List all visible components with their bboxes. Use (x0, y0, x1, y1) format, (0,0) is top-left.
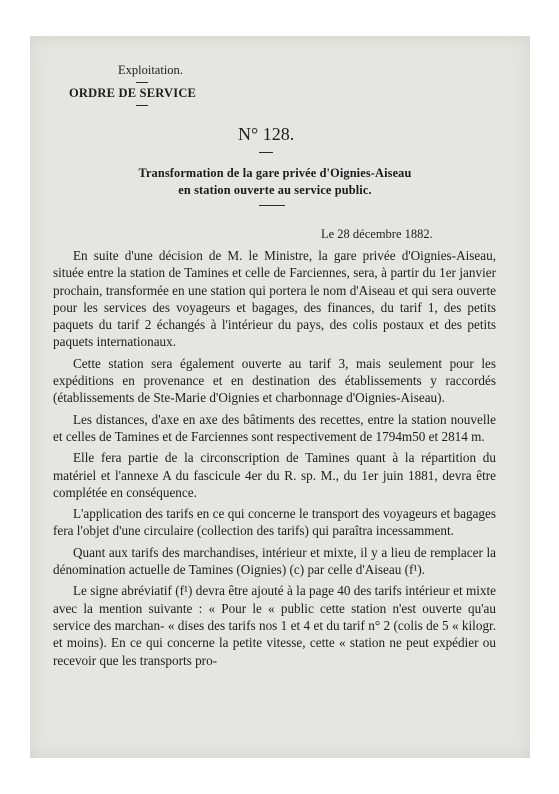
document-date: Le 28 décembre 1882. (321, 227, 433, 241)
order-number: N° 128. (238, 124, 295, 144)
body-text (53, 247, 496, 673)
paragraph: En suite d'une décision de M. le Ministre, la gare privée d'Oignies-Aiseau, située entre la station de Tamines et celle de Farciennes, sera, à partir du 1er janvier prochain, transformée en une station qui portera le nom d'Aiseau et qui sera ouverte pour les services des voyageurs et bagages, des finances, du tarif 1, des petits paquets du tarif 2 échangés à l'intérieur du pays, des colis postaux et des petits paquets internationaux. (53, 248, 496, 350)
document-page (30, 36, 530, 758)
paragraph: Les distances, d'axe en axe des bâtiments des recettes, entre la station nouvelle et celles de Tamines et de Farciennes sont respectivement de 1794m50 et 2814 m. (53, 411, 496, 444)
paragraph: Elle fera partie de la circonscription de Tamines quant à la répartition du matériel et l'annexe A du fascicule 4er du R. sp. M., du 1er juin 1881, devra être complétée en conséquence. (53, 450, 496, 500)
subject-line-1: Transformation de la gare privée d'Oignies-Aiseau (138, 166, 412, 180)
paragraph: Quant aux tarifs des marchandises, intérieur et mixte, il y a lieu de remplacer la dénomination actuelle de Tamines (Oignies) (c) par celle d'Aiseau (f¹). (53, 544, 496, 578)
subject-line-2: en station ouverte au service public. (178, 183, 372, 197)
divider-rule (259, 205, 285, 206)
paragraph: Cette station sera également ouverte au tarif 3, mais seulement pour les expéditions en provenance et en destination des établissements y raccordés (établissements de Ste-Marie d'Oignies et charbonnage d'Oignies-Aiseau). (53, 355, 496, 406)
divider-rule (259, 152, 273, 153)
order-title: ORDRE DE SERVICE (69, 86, 197, 100)
paragraph: L'application des tarifs en ce qui concerne le transport des voyageurs et bagages fera l'objet d'une circulaire (collection des tarifs) qui paraîtra incessamment. (53, 506, 496, 539)
department-label: Exploitation. (118, 63, 183, 77)
divider-rule (136, 82, 148, 83)
paragraph: Le signe abréviatif (f¹) devra être ajouté à la page 40 des tarifs intérieur et mixte avec la mention suivante : « Pour le « public cette station n'est ouverte qu'au service des marchan- « dises des tarifs nos 1 et 4 et du tarif n° 2 (colis de 5 « kilogr. et moins). En ce qui concerne la petite vitesse, cette « station ne peut expédier ou recevoir que les transports pro- (53, 583, 496, 668)
divider-rule (136, 105, 148, 106)
